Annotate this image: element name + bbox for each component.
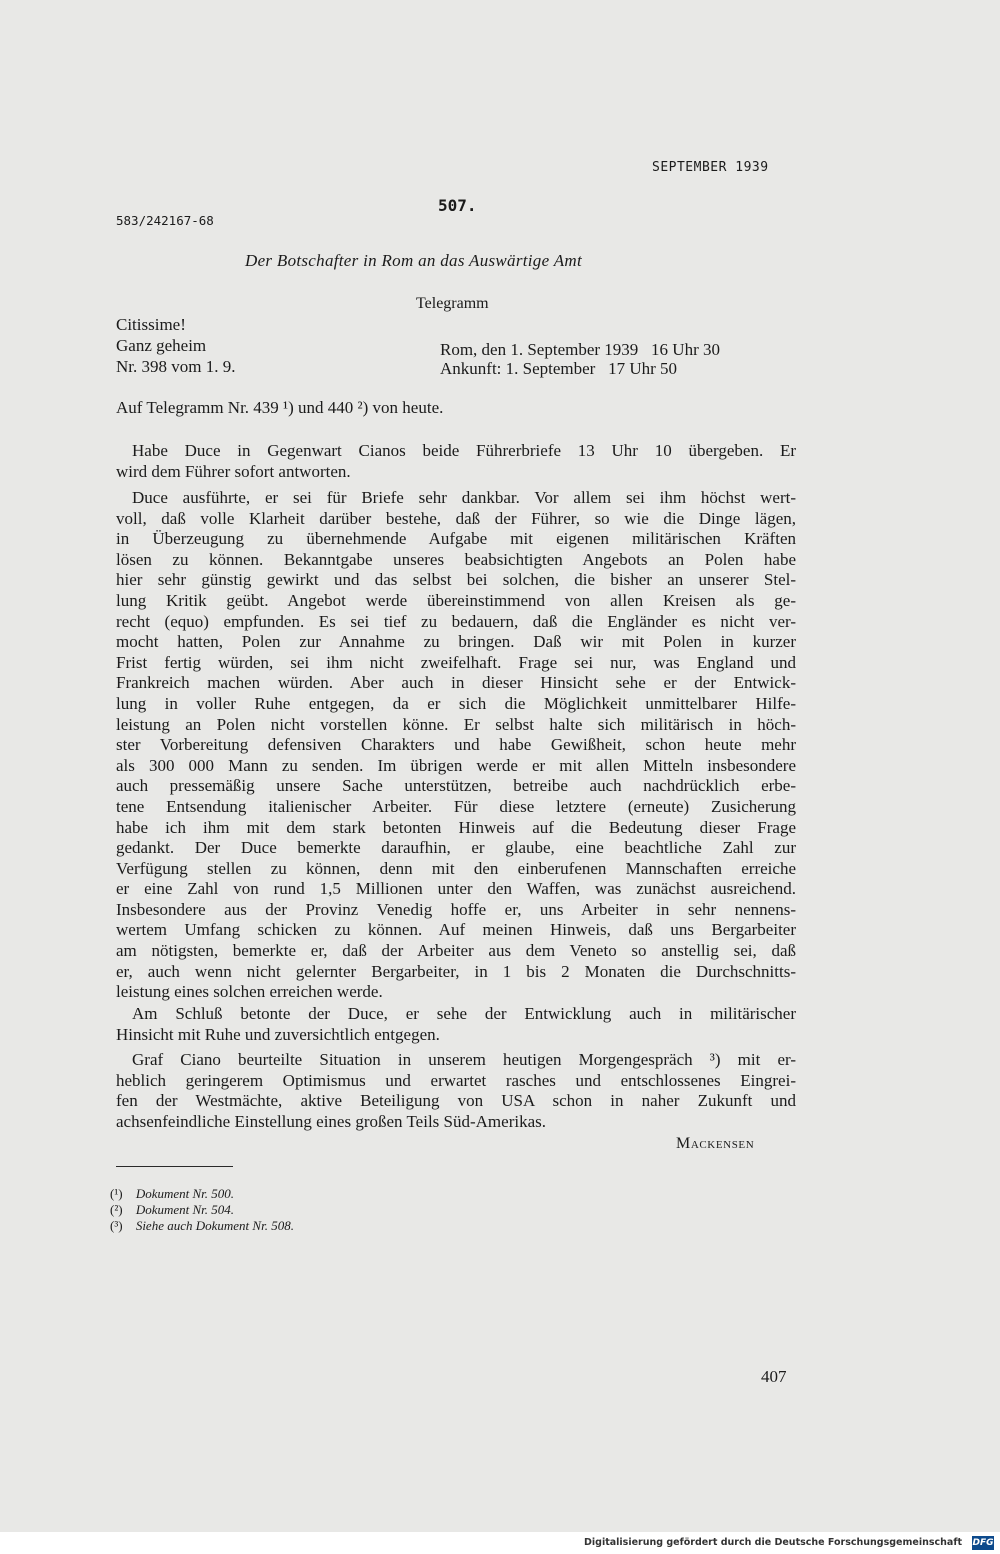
paragraph-3: [116, 1004, 796, 1045]
paragraph-line: Duce ausführte, er sei für Briefe sehr dankbar. Vor allem sei ihm höchst wert-: [132, 488, 796, 507]
reference-line: Auf Telegramm Nr. 439 ¹) und 440 ²) von heute.: [116, 398, 444, 417]
paragraph-line: wertem Umfang schicken zu können. Auf meinen Hinweis, daß uns Bergarbeiter: [116, 920, 796, 940]
paragraph-line: gedankt. Der Duce bemerkte daraufhin, er glaube, eine beachtliche Zahl zur: [116, 838, 796, 858]
signature: Mackensen: [676, 1135, 755, 1152]
paragraph-line: heblich geringerem Optimismus und erwartet rasches und entschlossenes Eingrei-: [116, 1070, 796, 1090]
document-number: 507.: [438, 196, 477, 215]
footnote-mark: (³): [110, 1218, 123, 1233]
paragraph-line: auch pressemäßig unsere Sache unterstützen, betreibe auch nachdrücklich erbe-: [116, 776, 796, 796]
paragraph-line: lung Kritik geübt. Angebot werde übereinstimmend von allen Kreisen als ge-: [116, 590, 796, 610]
running-title: SEPTEMBER 1939: [652, 160, 769, 175]
paragraph-line: er eine Zahl von rund 1,5 Millionen unter den Waffen, was zunächst ausreichend.: [116, 879, 796, 899]
paragraph-line: ster Vorbereitung defensiven Charakters und habe Gewißheit, schon heute mehr: [116, 735, 796, 755]
footnote-mark: (¹): [110, 1186, 123, 1201]
paragraph-line: Insbesondere aus der Provinz Venedig hoffe er, uns Arbeiter in sehr nennens-: [116, 899, 796, 919]
footnote-divider: [116, 1166, 233, 1167]
paragraph-line: achsenfeindliche Einstellung eines großen Teils Süd-Amerikas.: [116, 1111, 546, 1131]
paragraph-line: voll, daß volle Klarheit darüber bestehe, daß der Führer, so wie die Dinge lägen,: [116, 508, 796, 528]
paragraph-line: hier sehr günstig gewirkt und das selbst bei solchen, die bisher an unserer Stel-: [116, 570, 796, 590]
paragraph-line: am nötigsten, bemerkte er, daß der Arbeiter aus dem Veneto so anstellig sei, daß: [116, 941, 796, 961]
footnote-mark: (²): [110, 1202, 123, 1217]
paragraph-line: lung in voller Ruhe entgegen, da er sich die Möglichkeit unmittelbarer Hilfe-: [116, 693, 796, 713]
paragraph-line: Habe Duce in Gegenwart Cianos beide Führerbriefe 13 Uhr 10 übergeben. Er: [132, 441, 796, 460]
document-heading: Der Botschafter in Rom an das Auswärtige Amt: [245, 251, 582, 270]
footer-banner: [0, 1532, 1000, 1554]
paragraph-line: lösen zu können. Bekanntgabe unseres beabsichtigten Angebots an Polen habe: [116, 549, 796, 569]
paragraph-line: Frankreich machen würden. Aber auch in dieser Hinsicht sehe er der Entwick-: [116, 673, 796, 693]
paragraph-1: [116, 441, 796, 482]
paragraph-line: als 300 000 Mann zu senden. Im übrigen werde er mit allen Mitteln insbesondere: [116, 755, 796, 775]
paragraph-2: [116, 488, 796, 1003]
paragraph-line: recht (equo) empfunden. Es sei tief zu bedauern, daß die Engländer es nicht ver-: [116, 611, 796, 631]
meta-left-2: Ganz geheim: [116, 336, 207, 355]
file-reference: 583/242167-68: [116, 213, 214, 228]
paragraph-line: Am Schluß betonte der Duce, er sehe der Entwicklung auch in militärischer: [132, 1004, 796, 1023]
footnote-text: Dokument Nr. 504.: [135, 1202, 235, 1217]
paragraph-4: [116, 1050, 796, 1132]
footnote-3: [110, 1218, 294, 1234]
footnote-text: Siehe auch Dokument Nr. 508.: [135, 1218, 294, 1233]
footnote-2: [110, 1202, 234, 1218]
document-type: Telegramm: [416, 295, 489, 312]
footer-credit[interactable]: Digitalisierung gefördert durch die Deutsche Forschungsgemeinschaft: [584, 1537, 962, 1548]
paragraph-line: in Überzeugung zu übernehmende Aufgabe mit eigenen militärischen Kräften: [116, 529, 796, 549]
paragraph-line: er, auch wenn nicht gelernter Bergarbeiter, in 1 bis 2 Monaten die Durchschnitts-: [116, 961, 796, 981]
paragraph-line: Frist fertig würden, sei ihm nicht zweifelhaft. Frage sei nur, was England und: [116, 652, 796, 672]
paragraph-line: habe ich ihm mit dem stark betonten Hinweis auf die Bedeutung dieser Frage: [116, 817, 796, 837]
meta-left-3: Nr. 398 vom 1. 9.: [116, 357, 236, 376]
page-number: 407: [761, 1367, 787, 1386]
dfg-logo[interactable]: DFG: [972, 1538, 994, 1548]
meta-left-1: Citissime!: [116, 315, 186, 334]
paragraph-line: leistung eines solchen erreichen werde.: [116, 982, 383, 1002]
meta-right-2: Ankunft: 1. September 17 Uhr 50: [440, 359, 678, 378]
footnote-text: Dokument Nr. 500.: [135, 1186, 235, 1201]
paragraph-line: leistung an Polen nicht vorstellen könne. Er selbst halte sich militärisch in höch-: [116, 714, 796, 734]
paragraph-line: Verfügung stellen zu können, denn mit den einberufenen Mannschaften erreiche: [116, 858, 796, 878]
paragraph-line: Graf Ciano beurteilte Situation in unserem heutigen Morgengespräch ³) mit er-: [132, 1050, 796, 1069]
paragraph-line: Hinsicht mit Ruhe und zuversichtlich entgegen.: [116, 1024, 440, 1044]
paragraph-line: tene Entsendung italienischer Arbeiter. Für diese letztere (erneute) Zusicherung: [116, 796, 796, 816]
paragraph-line: mocht hatten, Polen zur Annahme zu bringen. Daß wir mit Polen in kurzer: [116, 632, 796, 652]
paragraph-line: fen der Westmächte, aktive Beteiligung von USA schon in naher Zukunft und: [116, 1091, 796, 1111]
meta-right-1: Rom, den 1. September 1939 16 Uhr 30: [440, 340, 720, 359]
footnote-1: [110, 1186, 234, 1202]
paragraph-line: wird dem Führer sofort antworten.: [116, 461, 351, 481]
